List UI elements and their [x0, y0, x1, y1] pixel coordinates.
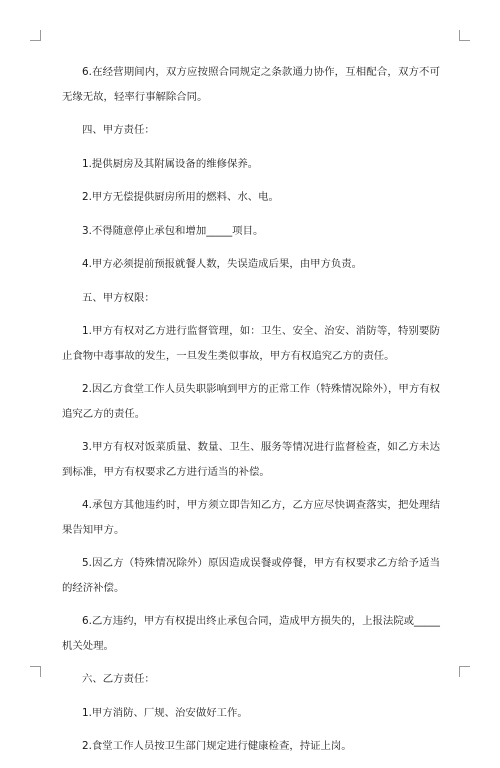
crop-mark-top-right: [459, 30, 470, 41]
clause-6-cooperation: 6.在经营期间内，双方应按照合同规定之条款通力协作，互相配合，双方不可无缘无故，轻率行事解除合同。: [62, 66, 440, 103]
document-body: [62, 60, 440, 768]
party-a-duty-3: 3.不得随意停止承包和增加_____项目。: [82, 224, 264, 237]
party-a-right-6: 6.乙方违约，甲方有权提出终止承包合同，造成甲方损失的，上报法院或_____机关处理。: [62, 615, 440, 652]
crop-mark-bottom-right: [459, 666, 470, 677]
section-heading-party-b-duties: 六、乙方责任：: [82, 673, 155, 685]
party-b-duty-2: 2.食堂工作人员按卫生部门规定进行健康检查，持证上岗。: [82, 740, 352, 752]
crop-mark-bottom-left: [30, 666, 41, 677]
party-a-right-4: 4.承包方其他违约时，甲方须立即告知乙方，乙方应尽快调查落实，把处理结果告知甲方。: [62, 499, 440, 536]
party-a-right-3: 3.甲方有权对饭菜质量、数量、卫生、服务等情况进行监督检查，如乙方未达到标准，甲方有权要求乙方进行适当的补偿。: [62, 441, 440, 478]
party-a-right-5: 5.因乙方（特殊情况除外）原因造成误餐或停餐，甲方有权要求乙方给予适当的经济补偿。: [62, 557, 440, 594]
party-a-duty-2: 2.甲方无偿提供厨房所用的燃料、水、电。: [82, 191, 279, 203]
party-b-duty-1: 1.甲方消防、厂规、治安做好工作。: [82, 706, 248, 719]
party-a-right-1: 1.甲方有权对乙方进行监督管理，如：卫生、安全、治安、消防等，特别要防止食物中毒事故的发生，一旦发生类似事故，甲方有权追究乙方的责任。: [62, 325, 440, 362]
party-a-duty-4: 4.甲方必须提前预报就餐人数，失误造成后果，由甲方负责。: [82, 258, 363, 270]
crop-mark-top-left: [30, 30, 41, 41]
party-a-duty-1: 1.提供厨房及其附属设备的维修保养。: [82, 157, 259, 170]
section-heading-party-a-rights: 五、甲方权限：: [82, 291, 155, 304]
section-heading-party-a-duties: 四、甲方责任：: [82, 124, 155, 136]
party-a-right-2: 2.因乙方食堂工作人员失职影响到甲方的正常工作（特殊情况除外），甲方有权追究乙方的责任。: [62, 383, 440, 420]
